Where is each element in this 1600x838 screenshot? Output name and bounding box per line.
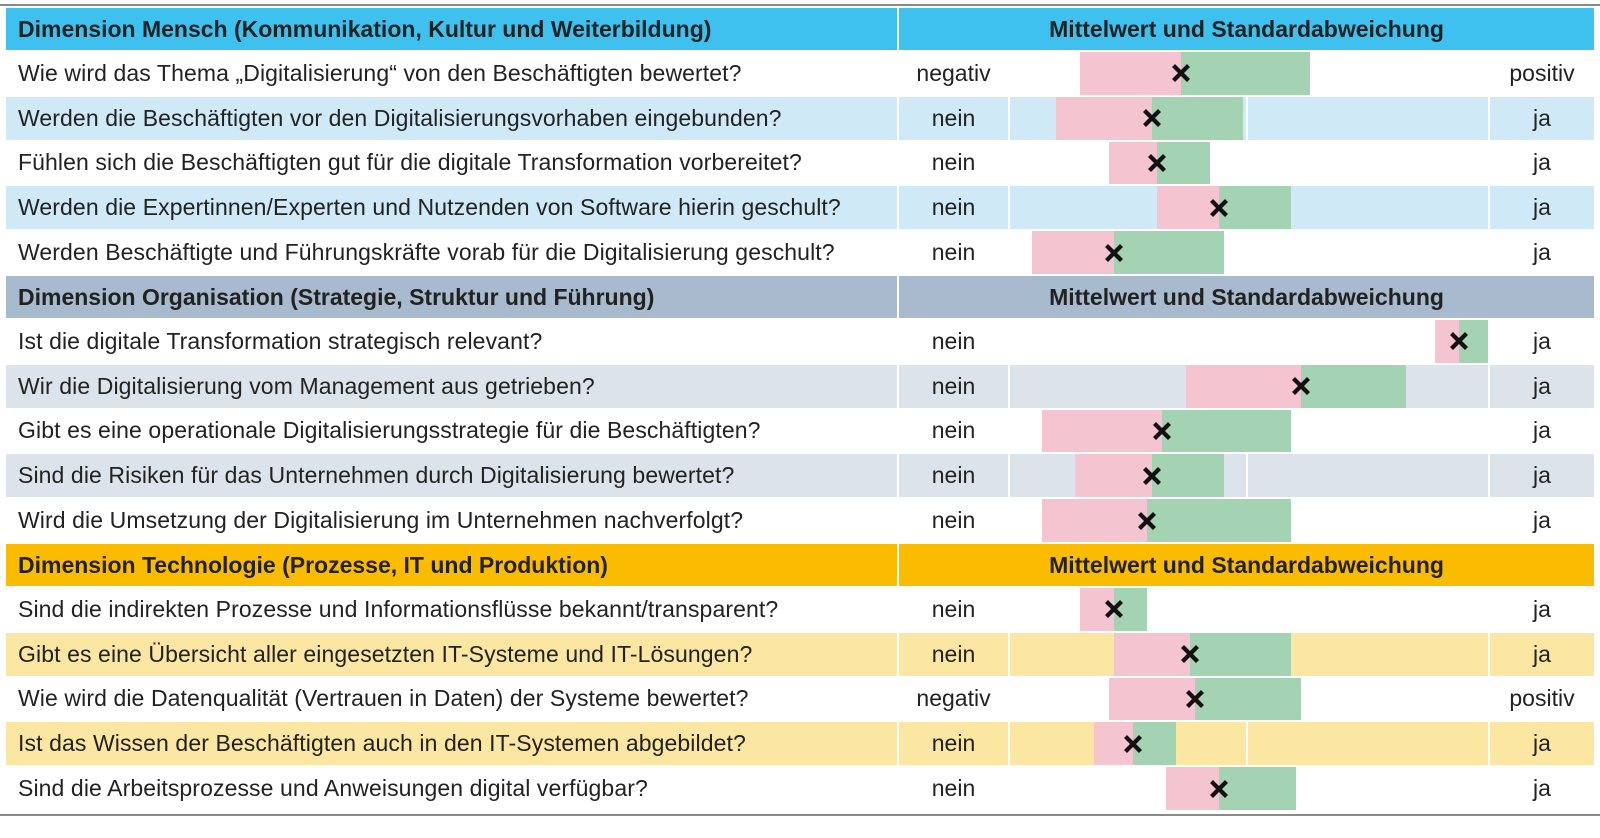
question-text: Sind die indirekten Prozesse und Informationsflüsse bekannt/transparent? xyxy=(18,595,779,622)
sd-bar-plus xyxy=(1181,52,1311,95)
scale-max-label: ja xyxy=(1533,239,1551,266)
sd-bar-plus xyxy=(1147,499,1291,542)
question-text: Werden die Beschäftigten vor den Digitalisierungsvorhaben eingebunden? xyxy=(18,104,782,131)
mean-marker-icon xyxy=(1100,588,1128,631)
question-text: Wie wird das Thema „Digitalisierung“ von den Beschäftigten bewertet? xyxy=(18,59,742,86)
scale-min-label: negativ xyxy=(916,685,991,712)
table-row xyxy=(0,231,1600,274)
scale-max-label: ja xyxy=(1533,372,1551,399)
scale-min-label: negativ xyxy=(916,59,991,86)
table-row xyxy=(0,588,1600,631)
dimension-title: Dimension Mensch (Kommunikation, Kultur und Weiterbildung) xyxy=(6,8,897,50)
question-text: Ist das Wissen der Beschäftigten auch in den IT-Systemen abgebildet? xyxy=(18,730,746,757)
dimension-header xyxy=(0,8,1600,50)
mean-marker-icon xyxy=(1205,186,1233,229)
sd-bar-minus xyxy=(1080,52,1181,95)
table-row xyxy=(0,454,1600,497)
question-text: Wir die Digitalisierung vom Management aus getrieben? xyxy=(18,372,595,399)
sd-bar-plus xyxy=(1301,365,1407,408)
scale-max-label: ja xyxy=(1533,595,1551,622)
sd-bar-plus xyxy=(1162,410,1292,453)
question-text: Gibt es eine Übersicht aller eingesetzten IT-Systeme und IT-Lösungen? xyxy=(18,640,753,667)
sd-bar-minus xyxy=(1042,499,1148,542)
scale-max-label: ja xyxy=(1533,149,1551,176)
scale-max-label: ja xyxy=(1533,327,1551,354)
row-stripe xyxy=(1248,722,1488,765)
mean-marker-icon xyxy=(1100,231,1128,274)
table-row xyxy=(0,410,1600,453)
table-row xyxy=(0,633,1600,676)
scale-min-label: nein xyxy=(931,417,976,444)
mean-marker-icon xyxy=(1181,678,1209,721)
scale-max-label: ja xyxy=(1533,462,1551,489)
scale-min-label: nein xyxy=(931,507,976,534)
scale-min-label: nein xyxy=(931,462,976,489)
sd-bar-plus xyxy=(1195,678,1301,721)
mean-marker-icon xyxy=(1138,454,1166,497)
scale-min-label: nein xyxy=(931,327,976,354)
scale-max-label: ja xyxy=(1533,507,1551,534)
question-text: Sind die Arbeitsprozesse und Anweisungen digital verfügbar? xyxy=(18,775,648,802)
row-stripe xyxy=(1248,454,1488,497)
table-row xyxy=(0,722,1600,765)
question-text: Werden Beschäftigte und Führungskräfte vorab für die Digitalisierung geschult? xyxy=(18,239,835,266)
sd-bar-minus xyxy=(1186,365,1301,408)
mean-marker-icon xyxy=(1138,97,1166,140)
sd-bar-plus xyxy=(1190,633,1291,676)
mean-marker-icon xyxy=(1119,722,1147,765)
question-text: Wie wird die Datenqualität (Vertrauen in Daten) der Systeme bewertet? xyxy=(18,685,749,712)
mean-marker-icon xyxy=(1167,52,1195,95)
scale-max-label: ja xyxy=(1533,640,1551,667)
scale-min-label: nein xyxy=(931,640,976,667)
table-row xyxy=(0,678,1600,721)
scale-min-label: nein xyxy=(931,104,976,131)
row-stripe xyxy=(1248,97,1488,140)
dimension-header xyxy=(0,544,1600,586)
mean-marker-icon xyxy=(1445,320,1473,363)
question-text: Sind die Risiken für das Unternehmen durch Digitalisierung bewertet? xyxy=(18,462,735,489)
scale-min-label: nein xyxy=(931,239,976,266)
mean-marker-icon xyxy=(1143,142,1171,185)
mean-marker-icon xyxy=(1133,499,1161,542)
scale-max-label: ja xyxy=(1533,417,1551,444)
scale-min-label: nein xyxy=(931,194,976,221)
question-text: Wird die Umsetzung der Digitalisierung im Unternehmen nachverfolgt? xyxy=(18,507,744,534)
question-text: Ist die digitale Transformation strategisch relevant? xyxy=(18,327,543,354)
scale-min-label: nein xyxy=(931,149,976,176)
question-text: Gibt es eine operationale Digitalisierungsstrategie für die Beschäftigten? xyxy=(18,417,761,444)
bottom-rule xyxy=(0,814,1600,816)
table-row xyxy=(0,767,1600,810)
question-text: Werden die Expertinnen/Experten und Nutzenden von Software hierin geschult? xyxy=(18,194,841,221)
scale-max-label: ja xyxy=(1533,775,1551,802)
scale-min-label: nein xyxy=(931,730,976,757)
dimension-header xyxy=(0,276,1600,318)
table-row xyxy=(0,142,1600,185)
scale-max-label: ja xyxy=(1533,194,1551,221)
question-text: Fühlen sich die Beschäftigten gut für die digitale Transformation vorbereitet? xyxy=(18,149,802,176)
table-row xyxy=(0,320,1600,363)
mean-marker-icon xyxy=(1205,767,1233,810)
table-row xyxy=(0,97,1600,140)
top-rule xyxy=(0,4,1600,6)
sd-bar-minus xyxy=(1042,410,1162,453)
sd-bar-plus xyxy=(1114,231,1224,274)
scale-max-label: positiv xyxy=(1509,685,1575,712)
table-row xyxy=(0,365,1600,408)
table-row xyxy=(0,52,1600,95)
header-label: Mittelwert und Standardabweichung xyxy=(899,276,1594,318)
table-row xyxy=(0,186,1600,229)
dimension-title: Dimension Organisation (Strategie, Struktur und Führung) xyxy=(6,276,897,318)
scale-max-label: ja xyxy=(1533,730,1551,757)
header-label: Mittelwert und Standardabweichung xyxy=(899,544,1594,586)
mean-marker-icon xyxy=(1176,633,1204,676)
header-label: Mittelwert und Standardabweichung xyxy=(899,8,1594,50)
table-row xyxy=(0,499,1600,542)
mean-marker-icon xyxy=(1148,410,1176,453)
scale-min-label: nein xyxy=(931,595,976,622)
scale-max-label: positiv xyxy=(1509,59,1575,86)
mean-marker-icon xyxy=(1287,365,1315,408)
dimension-title: Dimension Technologie (Prozesse, IT und Produktion) xyxy=(6,544,897,586)
scale-max-label: ja xyxy=(1533,104,1551,131)
scale-min-label: nein xyxy=(931,775,976,802)
scale-min-label: nein xyxy=(931,372,976,399)
